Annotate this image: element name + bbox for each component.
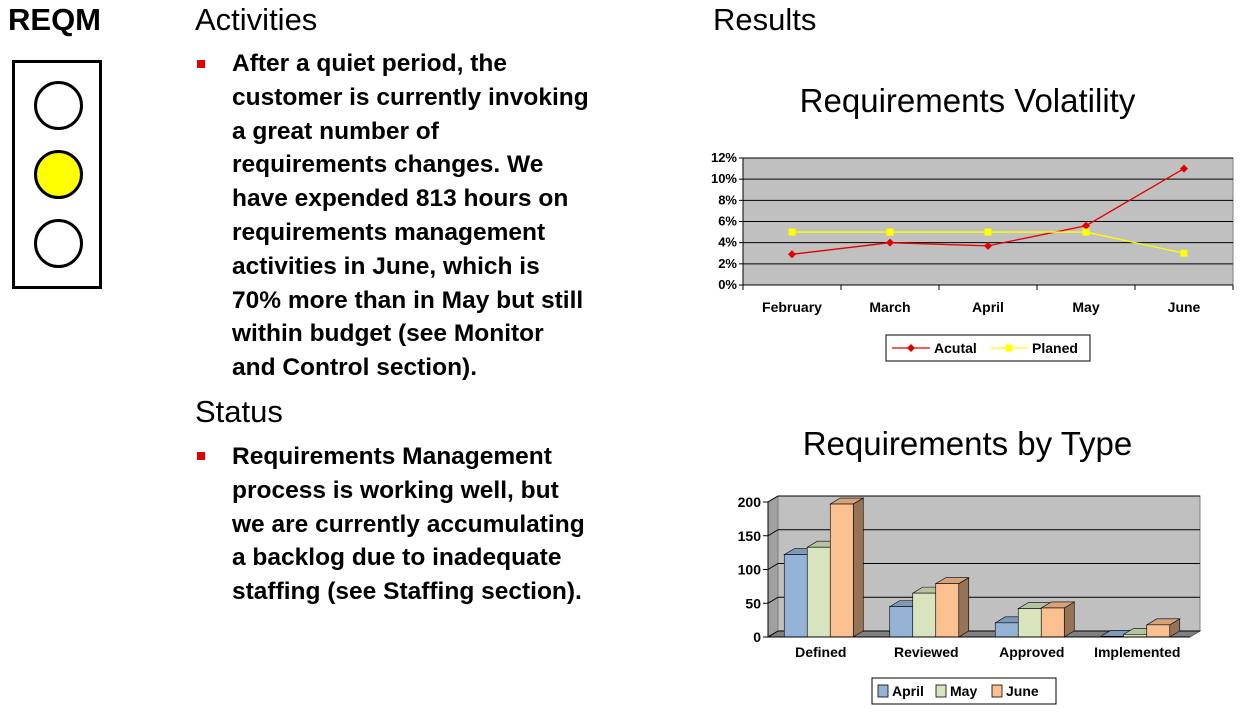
volatility-line-chart xyxy=(700,140,1240,370)
activities-text-line: and Control section). xyxy=(232,354,477,382)
activities-text-line: activities in June, which is xyxy=(232,252,540,280)
status-text xyxy=(232,440,652,609)
y-tick-label: 10% xyxy=(710,171,737,187)
status-text-line: staffing (see Staffing section). xyxy=(232,578,582,606)
x-tick-label: May xyxy=(1072,299,1100,315)
legend-label: Acutal xyxy=(934,340,977,356)
status-heading: Status xyxy=(195,394,283,429)
legend-label: June xyxy=(1006,683,1039,699)
legend-label: Planed xyxy=(1032,340,1078,356)
legend xyxy=(886,335,1090,361)
x-tick-label: Reviewed xyxy=(893,644,959,660)
activities-heading: Activities xyxy=(195,2,318,37)
bar-june-approved xyxy=(1041,602,1074,637)
legend-label: April xyxy=(892,683,924,699)
activities-text-line: a great number of xyxy=(232,117,439,145)
types-bar-chart xyxy=(700,488,1240,710)
y-tick-label: 12% xyxy=(710,150,737,165)
status-bullet-icon xyxy=(197,452,205,460)
bar-june-reviewed xyxy=(936,578,969,637)
x-tick-label: Defined xyxy=(795,644,847,660)
status-text-line: process is working well, but xyxy=(232,476,559,504)
legend-label: May xyxy=(950,683,978,699)
activities-text-line: After a quiet period, the xyxy=(232,50,507,77)
results-heading: Results xyxy=(713,2,817,37)
x-tick-label: April xyxy=(972,299,1004,315)
legend-swatch xyxy=(992,685,1002,697)
legend-marker xyxy=(1006,345,1013,352)
activities-text-line: requirements changes. We xyxy=(232,151,544,179)
bar-june-defined xyxy=(830,498,863,637)
data-point xyxy=(1181,250,1188,257)
status-text-line: we are currently accumulating xyxy=(232,510,585,538)
x-tick-label: June xyxy=(1167,299,1201,315)
y-tick-label: 2% xyxy=(718,255,737,271)
activities-bullet-icon xyxy=(197,60,205,68)
y-tick-label: 150 xyxy=(737,527,761,544)
status-text-line: Requirements Management xyxy=(232,443,552,470)
y-tick-label: 0 xyxy=(753,629,761,645)
status-text-line: a backlog due to inadequate xyxy=(232,544,562,572)
activities-text xyxy=(232,47,652,385)
types-chart-title: Requirements by Type xyxy=(802,425,1133,462)
x-tick-label: Implemented xyxy=(1094,644,1181,660)
bar-june-implemented xyxy=(1147,619,1180,637)
y-tick-label: 8% xyxy=(718,192,737,208)
data-point xyxy=(789,229,796,236)
y-tick-label: 100 xyxy=(737,561,761,578)
x-tick-label: Approved xyxy=(999,644,1065,660)
process-label: REQM xyxy=(8,2,101,37)
data-point xyxy=(1083,229,1090,236)
y-tick-label: 50 xyxy=(745,595,761,612)
data-point xyxy=(887,229,894,236)
y-tick-label: 200 xyxy=(737,494,761,510)
legend xyxy=(872,678,1056,704)
legend-swatch xyxy=(936,685,946,697)
legend-swatch xyxy=(878,685,888,697)
activities-text-line: within budget (see Monitor xyxy=(232,320,544,348)
traffic-light-top-lamp xyxy=(34,81,83,130)
x-tick-label: March xyxy=(869,299,911,315)
activities-text-line: have expended 813 hours on xyxy=(232,185,569,213)
activities-text-line: customer is currently invoking xyxy=(232,83,589,111)
y-tick-label: 6% xyxy=(718,213,737,229)
traffic-light-middle-lamp xyxy=(34,150,83,199)
y-tick-label: 4% xyxy=(718,234,737,250)
traffic-light-bottom-lamp xyxy=(34,219,83,268)
x-tick-label: February xyxy=(762,299,822,315)
activities-text-line: requirements management xyxy=(232,218,546,246)
data-point xyxy=(985,229,992,236)
activities-text-line: 70% more than in May but still xyxy=(232,286,584,314)
y-tick-label: 0% xyxy=(718,277,737,292)
volatility-chart-title: Requirements Volatility xyxy=(799,82,1136,119)
traffic-light xyxy=(12,60,102,289)
